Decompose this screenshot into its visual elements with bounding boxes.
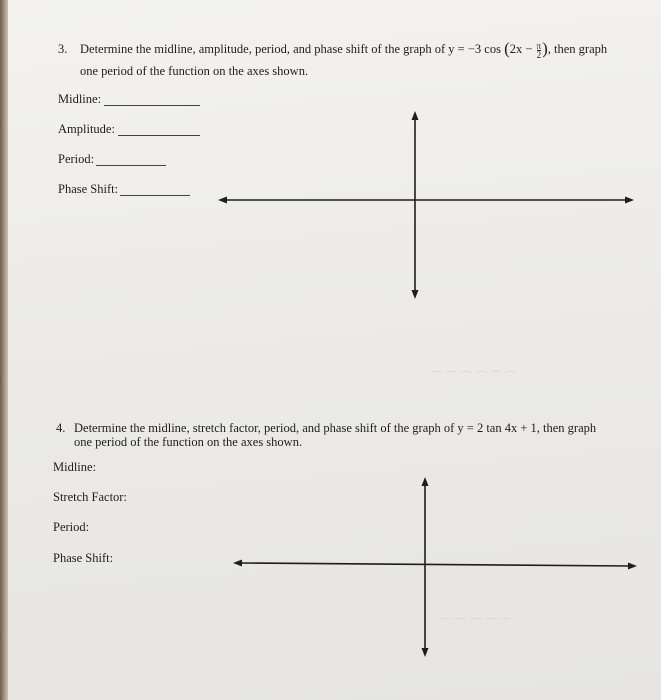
q3-open-paren: (	[504, 39, 510, 58]
bleed-through-marks-2: ⌒ ⌒ ⌒ ⌒ ⌒	[440, 617, 513, 631]
q3-amplitude-label: Amplitude:	[58, 122, 115, 136]
q3-prompt-tail: , then graph	[547, 42, 608, 56]
q3-y-axis-down-arrow	[412, 290, 419, 299]
q3-phase-shift-label: Phase Shift:	[58, 182, 119, 196]
q4-period-label: Period:	[53, 520, 90, 534]
q4-x-axis-left-arrow	[233, 560, 242, 567]
q4-stretch-factor-label: Stretch Factor:	[53, 490, 127, 504]
q4-x-axis-right-arrow	[628, 563, 637, 570]
q4-prompt-line2: one period of the function on the axes shown.	[74, 435, 303, 449]
q3-axes	[218, 111, 634, 299]
q4-number: 4.	[56, 421, 66, 435]
q3-midline-label: Midline:	[58, 92, 102, 106]
q3-close-paren: )	[542, 39, 548, 58]
q3-x-axis-left-arrow	[218, 197, 227, 204]
q4-x-axis	[240, 563, 630, 566]
q4-axes	[233, 477, 637, 657]
q3-inner-expression: 2x −	[509, 42, 536, 56]
q4-y-axis-down-arrow	[422, 648, 429, 657]
q4-phase-shift-label: Phase Shift:	[53, 551, 114, 565]
q3-prompt-text: Determine the midline, amplitude, period, and phase shift of the graph of y = −3 cos	[80, 42, 501, 56]
q3-x-axis-right-arrow	[625, 197, 634, 204]
q4-y-axis-up-arrow	[422, 477, 429, 486]
q3-y-axis-up-arrow	[412, 111, 419, 120]
bleed-through-marks: ⌒ ⌒ ⌒ ⌒ ⌒ ⌒	[430, 370, 518, 384]
q3-fraction-numerator: π	[536, 40, 542, 51]
q3-fraction-denominator: 2	[536, 49, 542, 60]
q3-prompt-line2: one period of the function on the axes shown.	[80, 64, 309, 78]
q3-period-label: Period:	[58, 152, 95, 166]
q3-number: 3.	[58, 42, 68, 56]
q4-prompt-line1: Determine the midline, stretch factor, period, and phase shift of the graph of y = 2 tan 4x + 1, then graph	[74, 421, 597, 435]
q4-midline-label: Midline:	[53, 460, 97, 474]
